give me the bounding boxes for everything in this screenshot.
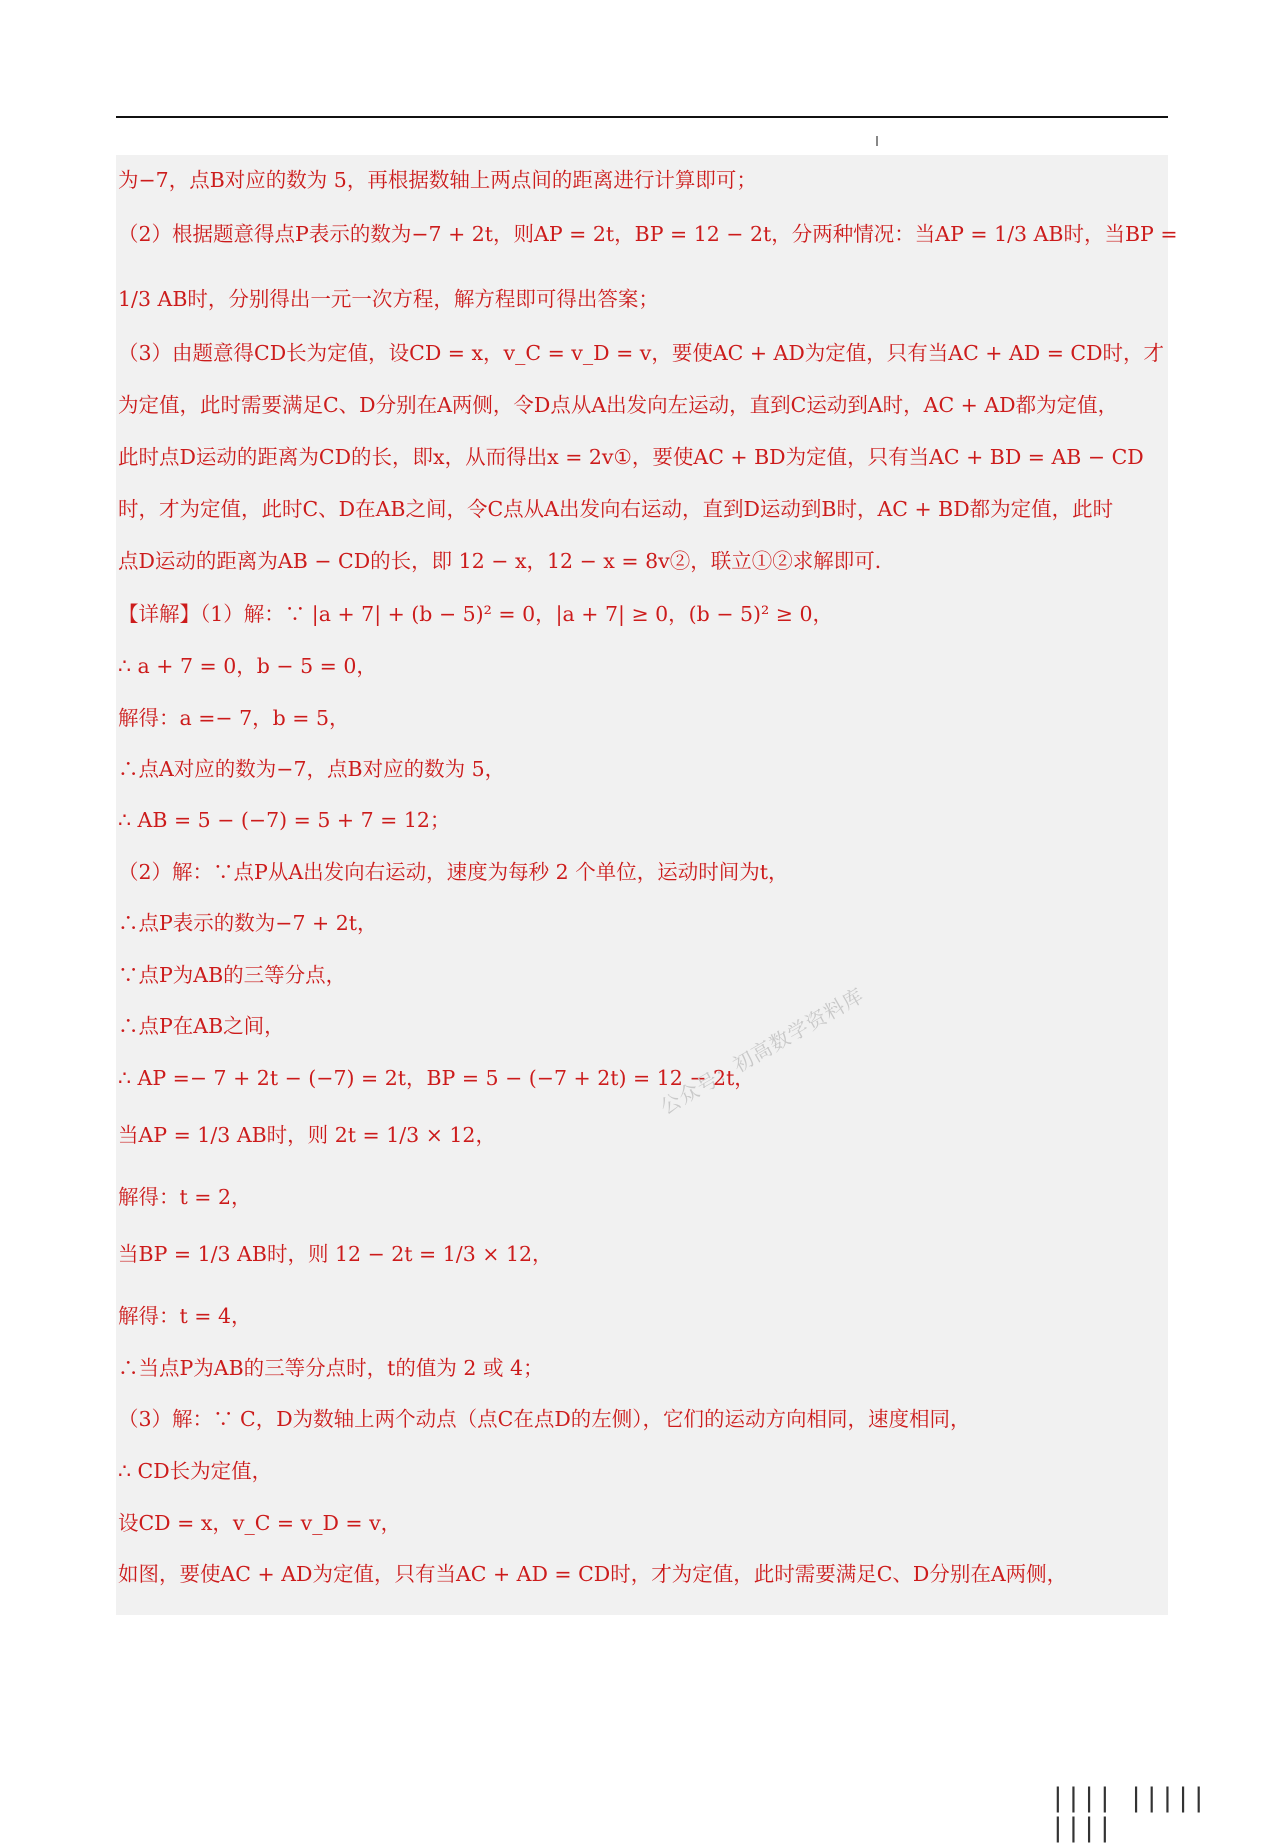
text-line: 解得：t = 2，: [118, 1185, 252, 1209]
text-line: 解得：a =− 7，b = 5，: [118, 706, 350, 730]
text-line: ∴点P表示的数为−7 + 2t，: [118, 911, 378, 935]
text-line: 时，才为定值，此时C、D在AB之间，令C点从A出发向右运动，直到D运动到B时，AC + BD都为定值，此时: [118, 497, 1114, 521]
text-line: 此时点D运动的距离为CD的长，即x，从而得出x = 2v①，要使AC + BD为定值，只有当AC + BD = AB − CD: [118, 445, 1144, 469]
text-line: 设CD = x，v_C = v_D = v，: [118, 1511, 402, 1535]
text-line: （3）解：∵ C，D为数轴上两个动点（点C在点D的左侧），它们的运动方向相同，速度相同，: [118, 1407, 971, 1431]
text-line: 为定值，此时需要满足C、D分别在A两侧，令D点从A出发向左运动，直到C运动到A时，AC + AD都为定值，: [118, 393, 1119, 417]
text-line: 当BP = 1/3 AB时，则 12 − 2t = 1/3 × 12，: [118, 1242, 553, 1266]
text-line: 1/3 AB时，分别得出一元一次方程，解方程即可得出答案；: [118, 287, 659, 311]
header-marker: [876, 136, 878, 146]
text-line: ∴点A对应的数为−7，点B对应的数为 5，: [118, 757, 506, 781]
header-rule: [116, 116, 1168, 118]
text-line: ∵点P为AB的三等分点，: [118, 963, 347, 987]
text-line: ∴ AB = 5 − (−7) = 5 + 7 = 12；: [118, 808, 451, 832]
text-line: 点D运动的距离为AB − CD的长，即 12 − x，12 − x = 8v②，联立①②求解即可．: [118, 549, 896, 573]
text-line: ∴当点P为AB的三等分点时，t的值为 2 或 4；: [118, 1356, 544, 1380]
corner-mark: |||| ||||| ||||: [1050, 1783, 1207, 1843]
text-line: 当AP = 1/3 AB时，则 2t = 1/3 × 12，: [118, 1123, 496, 1147]
text-line: ∴ AP =− 7 + 2t − (−7) = 2t，BP = 5 − (−7 + 2t) = 12 − 2t，: [118, 1066, 755, 1090]
text-line: 如图，要使AC + AD为定值，只有当AC + AD = CD时，才为定值，此时需要满足C、D分别在A两侧，: [118, 1562, 1068, 1586]
text-line: 解得：t = 4，: [118, 1304, 252, 1328]
watermark-text: 公众号：初高数学资料库: [656, 982, 869, 1120]
text-line: （2）解：∵点P从A出发向右运动，速度为每秒 2 个单位，运动时间为t，: [118, 860, 789, 884]
text-line: 为−7，点B对应的数为 5，再根据数轴上两点间的距离进行计算即可；: [118, 168, 757, 192]
text-line: （2）根据题意得点P表示的数为−7 + 2t，则AP = 2t，BP = 12 − 2t，分两种情况：当AP = 1/3 AB时，当BP =: [118, 222, 1178, 246]
text-line: （3）由题意得CD长为定值，设CD = x，v_C = v_D = v，要使AC + AD为定值，只有当AC + AD = CD时，才: [118, 341, 1165, 365]
text-line: ∴ CD长为定值，: [118, 1459, 273, 1483]
text-line: 【详解】（1）解：∵ |a + 7| + (b − 5)² = 0，|a + 7| ≥ 0，(b − 5)² ≥ 0，: [118, 602, 834, 626]
text-line: ∴点P在AB之间，: [118, 1014, 285, 1038]
solution-text-block: [116, 155, 1178, 1615]
text-line: ∴ a + 7 = 0，b − 5 = 0，: [118, 654, 377, 678]
